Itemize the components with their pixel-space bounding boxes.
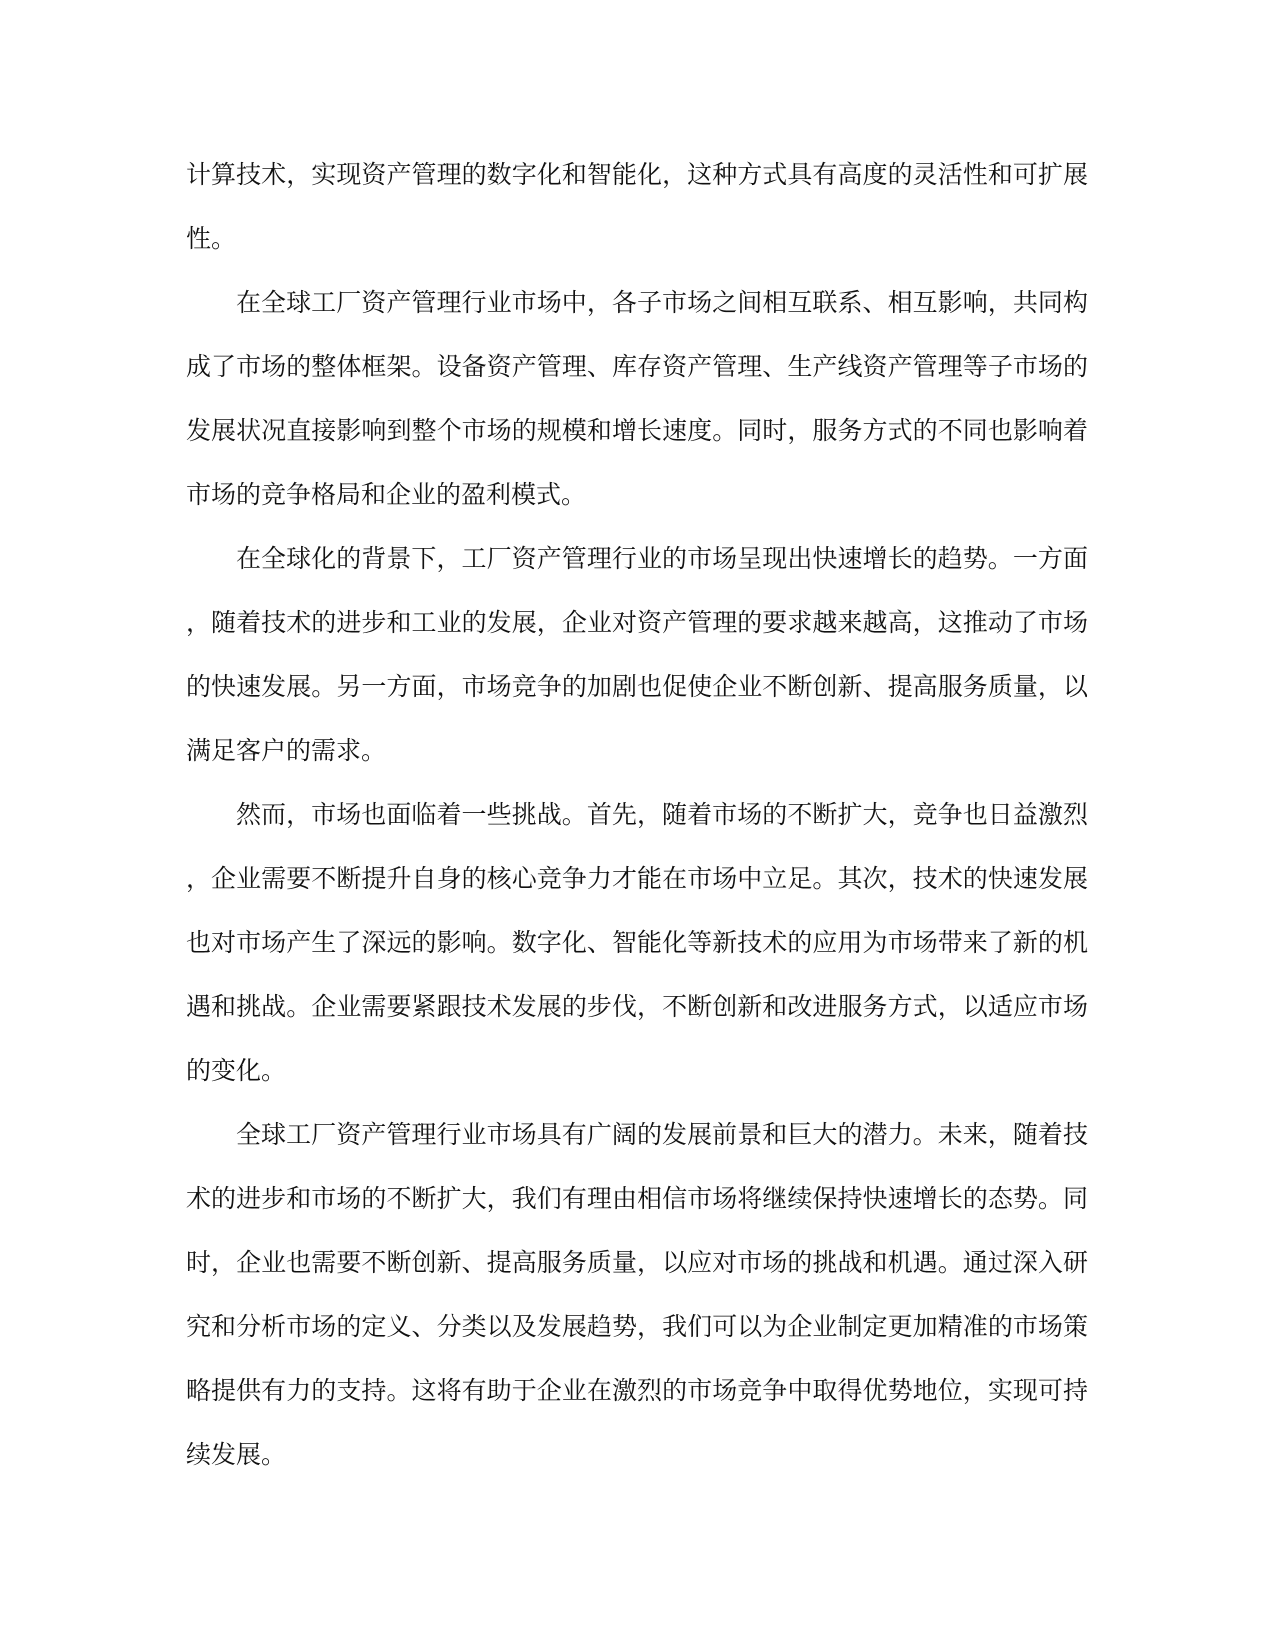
paragraph <box>186 783 1088 1103</box>
text-line: 遇和挑战。企业需要紧跟技术发展的步伐，不断创新和改进服务方式，以适应市场 <box>186 993 1088 1021</box>
text-line: 在全球化的背景下，工厂资产管理行业的市场呈现出快速增长的趋势。一方面 <box>236 545 1088 573</box>
text-line: 成了市场的整体框架。设备资产管理、库存资产管理、生产线资产管理等子市场的 <box>186 353 1088 381</box>
text-line: 时，企业也需要不断创新、提高服务质量，以应对市场的挑战和机遇。通过深入研 <box>186 1249 1088 1277</box>
text-line: 的快速发展。另一方面，市场竞争的加剧也促使企业不断创新、提高服务质量，以 <box>186 673 1088 701</box>
paragraph <box>186 143 1088 271</box>
text-line: 的变化。 <box>186 1057 287 1085</box>
text-line: 究和分析市场的定义、分类以及发展趋势，我们可以为企业制定更加精准的市场策 <box>186 1313 1088 1341</box>
text-line: 然而，市场也面临着一些挑战。首先，随着市场的不断扩大，竞争也日益激烈 <box>236 801 1088 829</box>
text-line: 在全球工厂资产管理行业市场中，各子市场之间相互联系、相互影响，共同构 <box>236 289 1088 317</box>
text-line: 全球工厂资产管理行业市场具有广阔的发展前景和巨大的潜力。未来，随着技 <box>236 1121 1088 1149</box>
text-line: 续发展。 <box>186 1441 287 1469</box>
text-line: 术的进步和市场的不断扩大，我们有理由相信市场将继续保持快速增长的态势。同 <box>186 1185 1088 1213</box>
text-line: 市场的竞争格局和企业的盈利模式。 <box>186 481 587 509</box>
text-line: 也对市场产生了深远的影响。数字化、智能化等新技术的应用为市场带来了新的机 <box>186 929 1088 957</box>
text-line: ，企业需要不断提升自身的核心竞争力才能在市场中立足。其次，技术的快速发展 <box>186 865 1088 893</box>
text-line: 满足客户的需求。 <box>186 737 387 765</box>
text-line: ，随着技术的进步和工业的发展，企业对资产管理的要求越来越高，这推动了市场 <box>186 609 1088 637</box>
text-line: 计算技术，实现资产管理的数字化和智能化，这种方式具有高度的灵活性和可扩展 <box>186 161 1088 189</box>
text-line: 发展状况直接影响到整个市场的规模和增长速度。同时，服务方式的不同也影响着 <box>186 417 1088 445</box>
document-body <box>186 143 1088 1487</box>
paragraph <box>186 527 1088 783</box>
text-line: 性。 <box>186 225 237 253</box>
paragraph <box>186 1103 1088 1487</box>
text-line: 略提供有力的支持。这将有助于企业在激烈的市场竞争中取得优势地位，实现可持 <box>186 1377 1088 1405</box>
paragraph <box>186 271 1088 527</box>
